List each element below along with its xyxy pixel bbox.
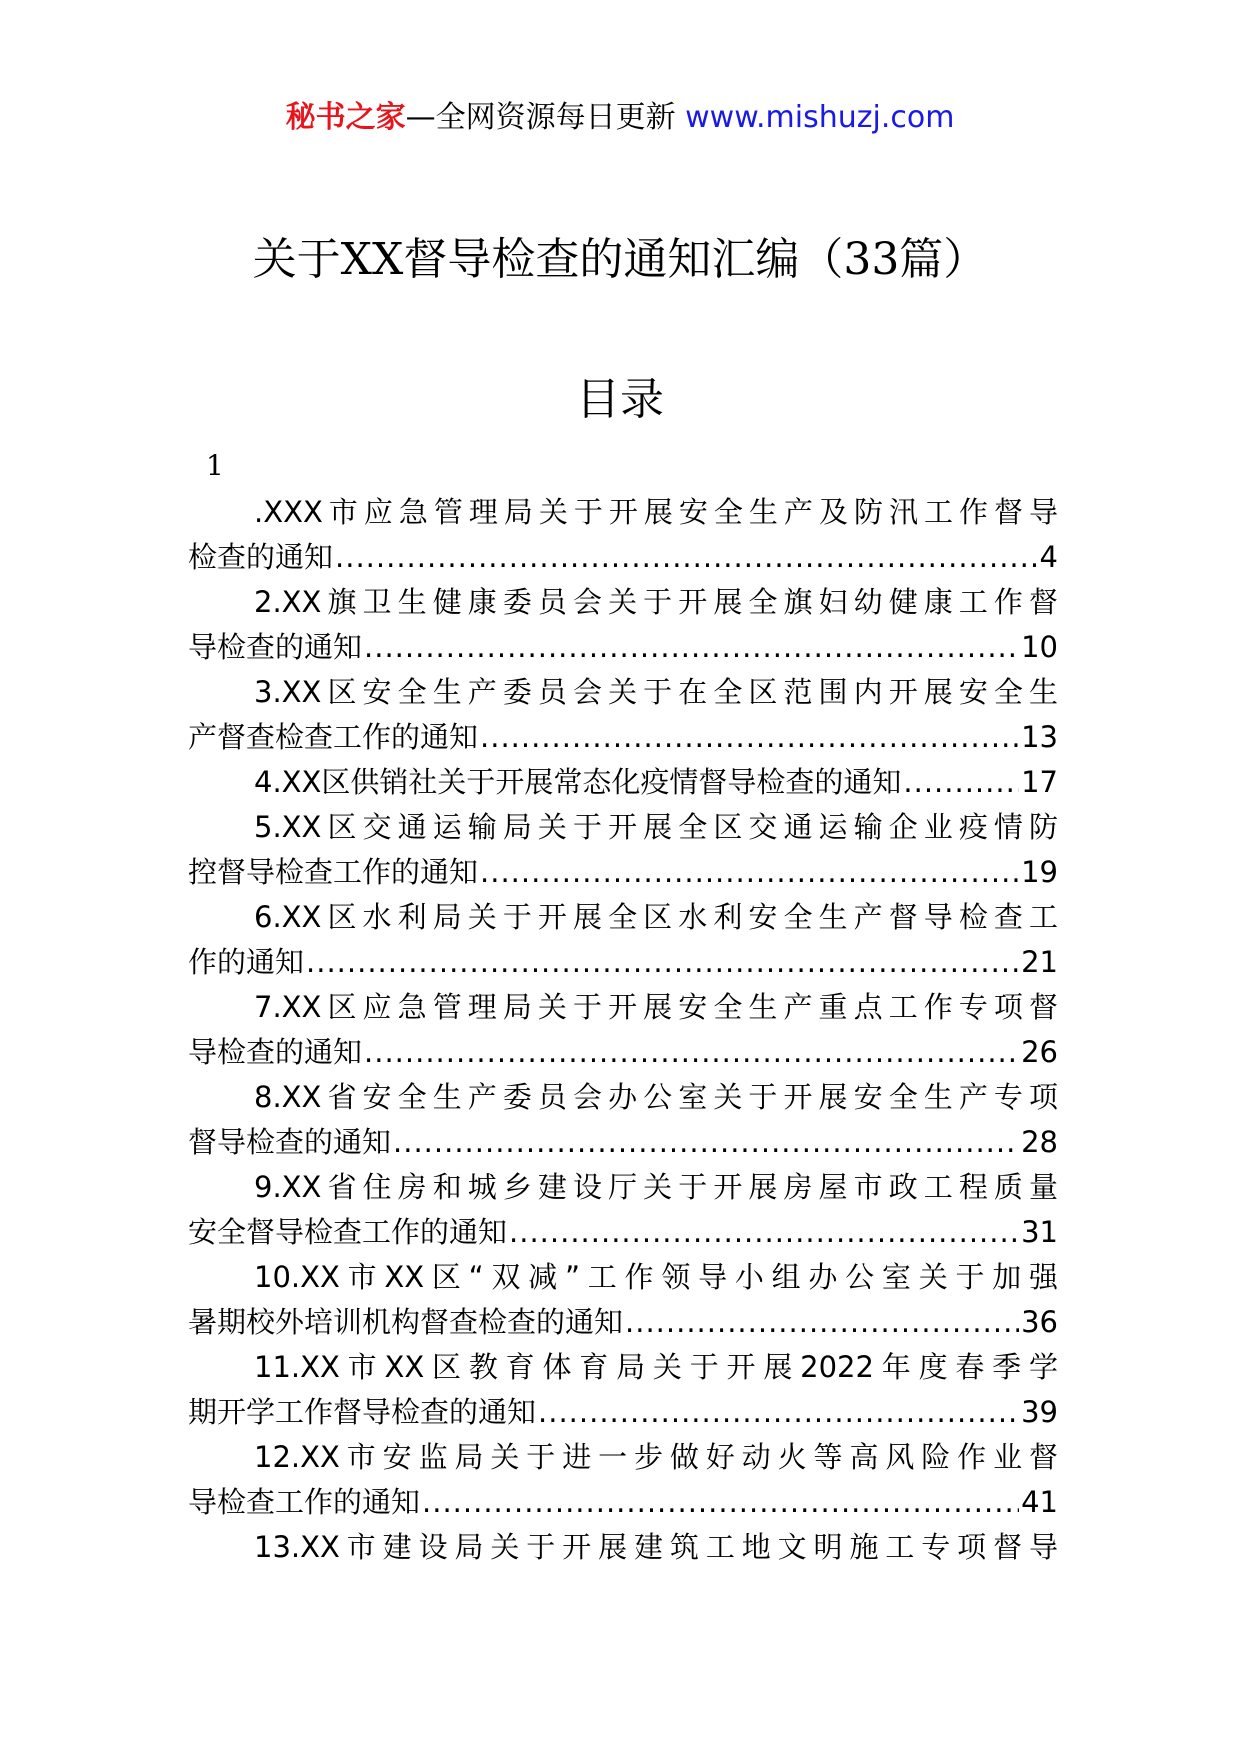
dot-leader bbox=[364, 1030, 1019, 1075]
toc-page-number: 19 bbox=[1021, 855, 1058, 889]
toc-entry[interactable] bbox=[188, 1435, 1058, 1525]
dot-leader bbox=[480, 715, 1019, 760]
toc-entry-title-line: 12.XX市安监局关于进一步做好动火等高风险作业督 bbox=[254, 1440, 1058, 1474]
toc-page-number: 13 bbox=[1021, 720, 1058, 754]
toc-entry-title-line: 10.XX市XX区“双减”工作领导小组办公室关于加强 bbox=[254, 1260, 1058, 1294]
toc-entry[interactable] bbox=[188, 670, 1058, 760]
toc-entry-title-line: 导检查的通知 bbox=[188, 630, 363, 664]
site-header bbox=[0, 98, 1240, 138]
toc-page-number: 41 bbox=[1021, 1485, 1058, 1519]
dot-leader bbox=[625, 1300, 1019, 1345]
toc-page-number: 36 bbox=[1021, 1305, 1058, 1339]
dot-leader bbox=[393, 1120, 1019, 1165]
toc-entry[interactable] bbox=[188, 490, 1058, 580]
site-url-link[interactable]: www.mishuzj.com bbox=[685, 100, 955, 135]
toc-entry-title-line: 导检查工作的通知 bbox=[188, 1485, 421, 1519]
toc-entry-title-line: 11.XX市XX区教育体育局关于开展2022年度春季学 bbox=[254, 1350, 1058, 1384]
toc-entry-title-line: 控督导检查工作的通知 bbox=[188, 855, 479, 889]
toc-entry-title-line: 安全督导检查工作的通知 bbox=[188, 1215, 508, 1249]
toc-entry[interactable] bbox=[188, 760, 1058, 805]
toc-entry-title-line: 督导检查的通知 bbox=[188, 1125, 392, 1159]
header-tagline: —全网资源每日更新 bbox=[405, 100, 686, 135]
toc-page-number: 39 bbox=[1021, 1395, 1058, 1429]
toc-entry-title-line: 4.XX区供销社关于开展常态化疫情督导检查的通知 bbox=[254, 765, 902, 799]
toc-entry-title-line: 7.XX区应急管理局关于开展安全生产重点工作专项督 bbox=[254, 990, 1058, 1024]
toc-entry-title-line: 作的通知 bbox=[188, 945, 305, 979]
toc-page-number: 31 bbox=[1021, 1215, 1058, 1249]
dot-leader bbox=[364, 625, 1019, 670]
toc-entry-title-line: 导检查的通知 bbox=[188, 1035, 363, 1069]
toc-entry-title-line: .XXX市应急管理局关于开展安全生产及防汛工作督导 bbox=[254, 495, 1058, 529]
toc-entry[interactable] bbox=[188, 1255, 1058, 1345]
toc-first-entry-number: 1 bbox=[206, 449, 224, 482]
toc-entry[interactable] bbox=[188, 1525, 1058, 1570]
toc-entry[interactable] bbox=[188, 1345, 1058, 1435]
toc-entry[interactable] bbox=[188, 895, 1058, 985]
toc-entry-title-line: 产督查检查工作的通知 bbox=[188, 720, 479, 754]
toc-entry-title-line: 检查的通知 bbox=[188, 540, 334, 574]
dot-leader bbox=[306, 940, 1019, 985]
toc-heading: 目录 bbox=[576, 374, 664, 425]
toc-page-number: 10 bbox=[1021, 630, 1058, 664]
dot-leader bbox=[335, 535, 1038, 580]
toc-entry[interactable] bbox=[188, 580, 1058, 670]
toc-entry[interactable] bbox=[188, 1075, 1058, 1165]
toc-entry[interactable] bbox=[188, 985, 1058, 1075]
table-of-contents bbox=[188, 490, 1058, 1570]
document-title: 关于XX督导检查的通知汇编（33篇） bbox=[252, 234, 988, 285]
toc-entry[interactable] bbox=[188, 805, 1058, 895]
toc-entry-title-line: 2.XX旗卫生健康委员会关于开展全旗妇幼健康工作督 bbox=[254, 585, 1058, 619]
toc-entry-title-line: 3.XX区安全生产委员会关于在全区范围内开展安全生 bbox=[254, 675, 1058, 709]
toc-page-number: 28 bbox=[1021, 1125, 1058, 1159]
toc-entry-title-line: 9.XX省住房和城乡建设厅关于开展房屋市政工程质量 bbox=[254, 1170, 1058, 1204]
toc-page-number: 4 bbox=[1039, 540, 1058, 574]
brand-name: 秘书之家 bbox=[285, 100, 406, 135]
toc-page-number: 17 bbox=[1021, 765, 1058, 799]
toc-page-number: 26 bbox=[1021, 1035, 1058, 1069]
toc-page-number: 21 bbox=[1021, 945, 1058, 979]
toc-entry[interactable] bbox=[188, 1165, 1058, 1255]
dot-leader bbox=[480, 850, 1019, 895]
dot-leader bbox=[509, 1210, 1019, 1255]
toc-entry-title-line: 暑期校外培训机构督查检查的通知 bbox=[188, 1305, 624, 1339]
toc-entry-title-line: 期开学工作督导检查的通知 bbox=[188, 1395, 537, 1429]
dot-leader bbox=[422, 1480, 1019, 1525]
dot-leader bbox=[903, 760, 1019, 805]
toc-entry-title-line: 13.XX市建设局关于开展建筑工地文明施工专项督导 bbox=[254, 1530, 1058, 1564]
dot-leader bbox=[538, 1390, 1019, 1435]
toc-entry-title-line: 8.XX省安全生产委员会办公室关于开展安全生产专项 bbox=[254, 1080, 1058, 1114]
toc-entry-title-line: 5.XX区交通运输局关于开展全区交通运输企业疫情防 bbox=[254, 810, 1058, 844]
toc-entry-title-line: 6.XX区水利局关于开展全区水利安全生产督导检查工 bbox=[254, 900, 1058, 934]
